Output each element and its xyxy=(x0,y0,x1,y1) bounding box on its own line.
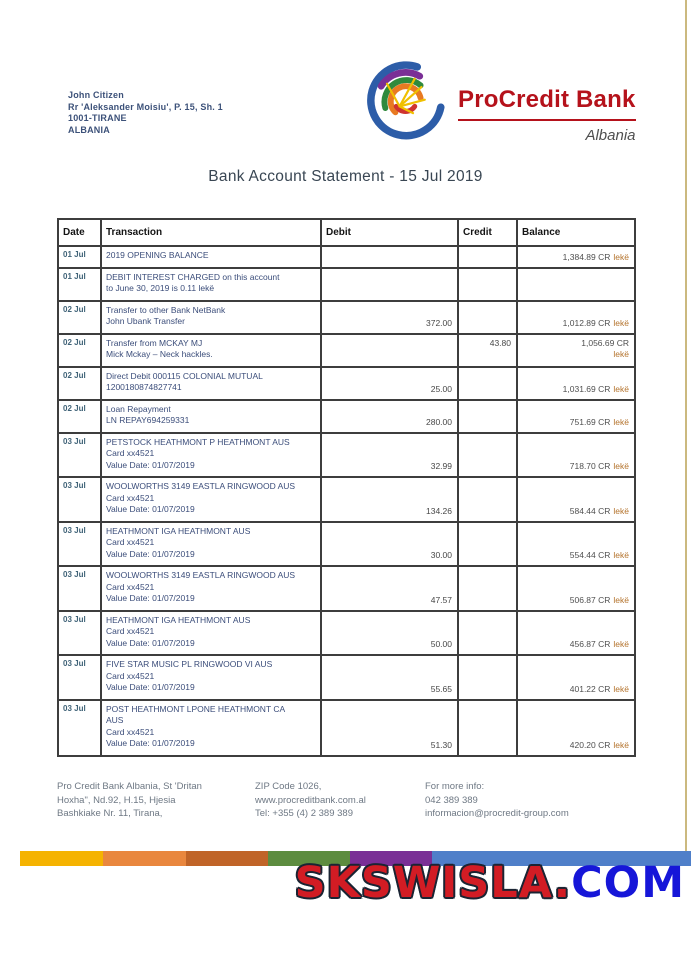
balance-amount: 420.20 CR xyxy=(569,739,611,750)
transaction-credit xyxy=(458,566,517,611)
procredit-globe-logo-icon xyxy=(366,56,450,140)
col-header-credit: Credit xyxy=(458,219,517,246)
transaction-row xyxy=(58,566,635,611)
transaction-credit xyxy=(458,522,517,567)
transaction-line: PETSTOCK HEATHMONT P HEATHMONT AUS xyxy=(106,436,290,447)
transaction-line: Value Date: 01/07/2019 xyxy=(106,738,195,748)
transaction-line: Value Date: 01/07/2019 xyxy=(106,682,195,692)
transaction-row xyxy=(58,522,635,567)
stripe-segment-1 xyxy=(20,851,103,866)
statement-table-body xyxy=(58,246,635,756)
footer-contact-line: www.procreditbank.com.al xyxy=(255,794,366,806)
transaction-date: 01 Jul xyxy=(58,268,101,301)
watermark xyxy=(295,858,685,908)
balance-currency: lekë xyxy=(613,683,629,694)
balance-amount: 401.22 CR xyxy=(569,683,611,694)
transaction-debit: 25.00 xyxy=(321,367,458,400)
transaction-date: 03 Jul xyxy=(58,655,101,700)
statement-table xyxy=(57,218,636,757)
transaction-debit xyxy=(321,268,458,301)
footer-address-line: Pro Credit Bank Albania, St 'Dritan xyxy=(57,781,202,792)
transaction-line: WOOLWORTHS 3149 EASTLA RINGWOOD AUS xyxy=(106,570,296,580)
transaction-line: Value Date: 01/07/2019 xyxy=(106,637,195,648)
transaction-line: DEBIT INTEREST CHARGED on this account xyxy=(106,271,280,282)
transaction-date: 02 Jul xyxy=(58,301,101,334)
balance-amount: 584.44 CR xyxy=(569,505,611,516)
balance-currency: lekë xyxy=(613,639,629,649)
balance-currency: lekë xyxy=(613,251,629,262)
transaction-row xyxy=(58,246,635,268)
transaction-date: 03 Jul xyxy=(58,522,101,567)
transaction-row xyxy=(58,700,635,756)
transaction-row xyxy=(58,334,635,367)
footer-bank-address xyxy=(57,780,252,821)
brand-text-block xyxy=(458,52,636,144)
col-header-date: Date xyxy=(58,219,101,246)
transaction-credit xyxy=(458,611,517,656)
transaction-credit xyxy=(458,433,517,478)
transaction-row xyxy=(58,301,635,334)
footer-info-line: For more info: xyxy=(425,781,485,792)
transaction-line: FIVE STAR MUSIC PL RINGWOOD VI AUS xyxy=(106,659,273,669)
watermark-site-name: SKSWISLA. xyxy=(294,858,572,908)
transaction-balance xyxy=(517,477,635,522)
balance-currency: lekë xyxy=(613,383,629,394)
balance-amount: 1,384.89 CR xyxy=(562,251,611,262)
transaction-row xyxy=(58,611,635,656)
recipient-address-line: ALBANIA xyxy=(68,124,110,135)
balance-currency: lekë xyxy=(613,594,629,605)
transaction-date: 03 Jul xyxy=(58,611,101,656)
recipient-address-line: Rr 'Aleksander Moisiu', P. 15, Sh. 1 xyxy=(68,101,223,112)
transaction-credit xyxy=(458,700,517,756)
balance-amount: 1,031.69 CR xyxy=(562,383,611,394)
transaction-line: 1200180874827741 xyxy=(106,382,182,392)
transaction-row xyxy=(58,477,635,522)
transaction-line: Card xx4521 xyxy=(106,626,155,636)
transaction-description xyxy=(101,611,321,656)
footer-info-line: 042 389 389 xyxy=(425,794,478,806)
transaction-balance xyxy=(517,334,635,367)
transaction-line: Card xx4521 xyxy=(106,670,155,681)
transaction-description xyxy=(101,477,321,522)
transaction-row xyxy=(58,433,635,478)
transaction-line: Card xx4521 xyxy=(106,581,155,592)
transaction-line: Transfer from MCKAY MJ xyxy=(106,337,203,348)
transaction-date: 02 Jul xyxy=(58,400,101,433)
transaction-description xyxy=(101,566,321,611)
balance-amount: 718.70 CR xyxy=(569,461,611,471)
bank-logo xyxy=(366,52,634,144)
page-edge-line xyxy=(685,0,687,852)
transaction-line: Direct Debit 000115 COLONIAL MUTUAL xyxy=(106,370,263,381)
transaction-credit: 43.80 xyxy=(458,334,517,367)
transaction-debit: 30.00 xyxy=(321,522,458,567)
transaction-date: 03 Jul xyxy=(58,566,101,611)
recipient-address-line: 1001-TIRANE xyxy=(68,113,127,123)
transaction-line: Value Date: 01/07/2019 xyxy=(106,548,195,559)
transaction-description xyxy=(101,522,321,567)
transaction-line: Value Date: 01/07/2019 xyxy=(106,593,195,603)
transaction-date: 02 Jul xyxy=(58,367,101,400)
brand-region: Albania xyxy=(585,127,636,144)
transaction-debit: 280.00 xyxy=(321,400,458,433)
transaction-balance xyxy=(517,246,635,268)
transaction-date: 01 Jul xyxy=(58,246,101,268)
recipient-address-line: John Citizen xyxy=(68,90,124,100)
transaction-date: 02 Jul xyxy=(58,334,101,367)
balance-currency: lekë xyxy=(613,461,629,471)
transaction-balance xyxy=(517,433,635,478)
transaction-description xyxy=(101,655,321,700)
transaction-balance xyxy=(517,367,635,400)
transaction-line: Card xx4521 xyxy=(106,448,155,458)
footer-contact xyxy=(255,780,425,821)
balance-currency: lekë xyxy=(613,550,629,560)
transaction-credit xyxy=(458,655,517,700)
transaction-description xyxy=(101,301,321,334)
transaction-credit xyxy=(458,400,517,433)
transaction-date: 03 Jul xyxy=(58,433,101,478)
transaction-credit xyxy=(458,246,517,268)
watermark-domain-suffix: COM xyxy=(571,858,685,908)
transaction-description xyxy=(101,334,321,367)
transaction-debit: 32.99 xyxy=(321,433,458,478)
transaction-balance xyxy=(517,655,635,700)
transaction-description xyxy=(101,700,321,756)
balance-amount: 506.87 CR xyxy=(569,594,611,605)
footer-address-line: Bashkiake Nr. 11, Tirana, xyxy=(57,808,163,819)
transaction-debit: 55.65 xyxy=(321,655,458,700)
balance-amount: 554.44 CR xyxy=(569,550,611,560)
footer-info-line: informacion@procredit-group.com xyxy=(425,808,569,819)
recipient-address xyxy=(68,90,223,136)
transaction-balance xyxy=(517,522,635,567)
footer-contact-line: Tel: +355 (4) 2 389 389 xyxy=(255,808,353,819)
balance-currency: lekë xyxy=(613,416,629,427)
balance-currency: lekë xyxy=(613,317,629,328)
transaction-debit: 51.30 xyxy=(321,700,458,756)
col-header-transaction: Transaction xyxy=(101,219,321,246)
balance-currency: lekë xyxy=(613,348,629,359)
transaction-line: to June 30, 2019 is 0.11 lekë xyxy=(106,283,215,293)
table-header-row xyxy=(58,219,635,246)
transaction-line: Value Date: 01/07/2019 xyxy=(106,504,195,514)
balance-currency: lekë xyxy=(613,505,629,516)
transaction-description xyxy=(101,246,321,268)
transaction-line: AUS xyxy=(106,715,124,725)
balance-amount: 456.87 CR xyxy=(569,639,611,649)
brand-name: ProCredit Bank xyxy=(458,86,636,121)
transaction-line: 2019 OPENING BALANCE xyxy=(106,250,209,260)
transaction-credit xyxy=(458,477,517,522)
footer-more-info xyxy=(425,780,665,821)
transaction-description xyxy=(101,367,321,400)
transaction-line: Value Date: 01/07/2019 xyxy=(106,459,195,470)
transaction-debit: 372.00 xyxy=(321,301,458,334)
balance-amount: 1,012.89 CR xyxy=(562,317,611,328)
balance-amount: 1,056.69 CR xyxy=(581,337,629,348)
transaction-line: John Ubank Transfer xyxy=(106,316,185,326)
col-header-balance: Balance xyxy=(517,219,635,246)
transaction-line: WOOLWORTHS 3149 EASTLA RINGWOOD AUS xyxy=(106,481,296,491)
transaction-debit xyxy=(321,334,458,367)
balance-currency: lekë xyxy=(613,739,629,750)
transaction-line: Card xx4521 xyxy=(106,726,155,737)
transaction-credit xyxy=(458,367,517,400)
stripe-segment-2 xyxy=(103,851,186,866)
transaction-line: HEATHMONT IGA HEATHMONT AUS xyxy=(106,614,251,625)
transaction-line: Card xx4521 xyxy=(106,492,155,503)
transaction-line: Card xx4521 xyxy=(106,537,155,547)
transaction-description xyxy=(101,433,321,478)
transaction-row xyxy=(58,268,635,301)
statement-title: Bank Account Statement - 15 Jul 2019 xyxy=(208,168,483,185)
transaction-line: POST HEATHMONT LPONE HEATHMONT CA xyxy=(106,703,286,714)
transaction-debit: 50.00 xyxy=(321,611,458,656)
col-header-debit: Debit xyxy=(321,219,458,246)
transaction-line: HEATHMONT IGA HEATHMONT AUS xyxy=(106,525,251,536)
footer-address-line: Hoxha", Nd.92, H.15, Hjesia xyxy=(57,794,176,806)
transaction-balance xyxy=(517,566,635,611)
transaction-row xyxy=(58,400,635,433)
transaction-line: Transfer to other Bank NetBank xyxy=(106,304,226,315)
transaction-description xyxy=(101,268,321,301)
transaction-balance xyxy=(517,400,635,433)
transaction-debit xyxy=(321,246,458,268)
transaction-debit: 47.57 xyxy=(321,566,458,611)
balance-amount: 751.69 CR xyxy=(569,416,611,427)
transaction-balance xyxy=(517,700,635,756)
transaction-credit xyxy=(458,301,517,334)
transaction-credit xyxy=(458,268,517,301)
transaction-description xyxy=(101,400,321,433)
transaction-row xyxy=(58,367,635,400)
footer-contact-line: ZIP Code 1026, xyxy=(255,781,322,792)
transaction-debit: 134.26 xyxy=(321,477,458,522)
transaction-row xyxy=(58,655,635,700)
transaction-line: Mick Mckay – Neck hackles. xyxy=(106,349,213,359)
transaction-balance xyxy=(517,611,635,656)
transaction-date: 03 Jul xyxy=(58,700,101,756)
transaction-date: 03 Jul xyxy=(58,477,101,522)
transaction-line: LN REPAY694259331 xyxy=(106,415,190,425)
transaction-line: Loan Repayment xyxy=(106,403,171,414)
transaction-balance xyxy=(517,301,635,334)
stripe-segment-3 xyxy=(186,851,268,866)
transaction-balance xyxy=(517,268,635,301)
